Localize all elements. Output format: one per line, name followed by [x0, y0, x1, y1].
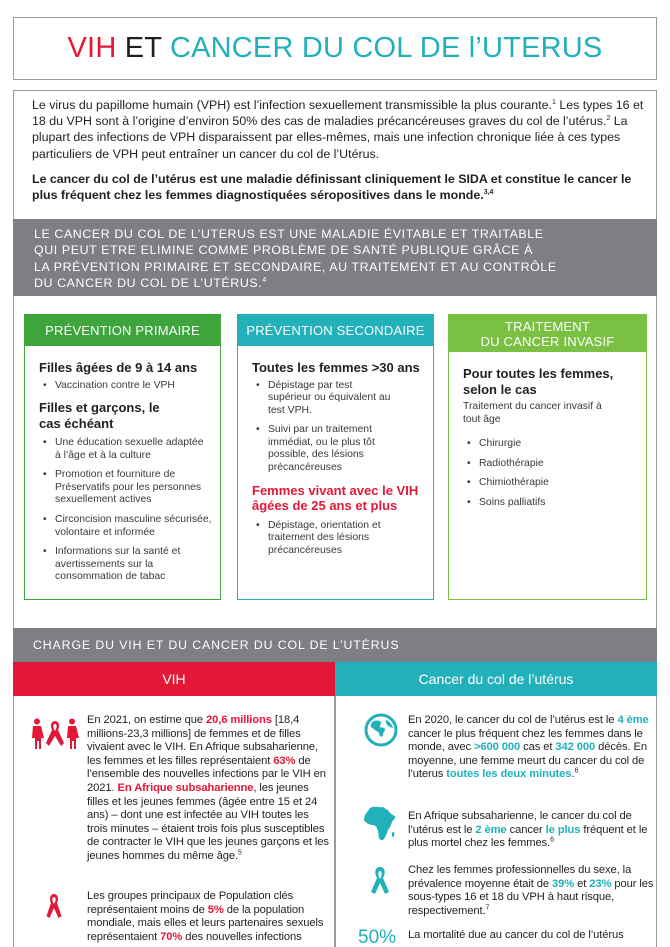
card-secondary-prevention [237, 314, 434, 600]
fact-text: En 2020, le cancer du col de l’utérus est le [408, 714, 618, 726]
footnote-ref: 5 [238, 849, 242, 857]
fact-text: et [574, 877, 590, 890]
list-item: • Chimiothérapie [463, 477, 638, 490]
group-title: Pour toutes les femmes, selon le cas [463, 366, 614, 397]
fact-text: cancer le plus fréquent chez les femmes dans le monde, avec [408, 727, 643, 754]
fact-highlight: 20,6 millions [205, 714, 272, 726]
women-ribbon-icon [30, 718, 80, 750]
intro-paragraph-2 [32, 171, 644, 203]
burden-banner: CHARGE DU VIH ET DU CANCER DU COL DE L’UTÉRUS [13, 628, 657, 662]
list-item: • Dépistage par test supérieur ou équivalent au test VPH. [252, 380, 391, 418]
fact-text: Les groupes principaux de Population clés représentaient moins de [87, 890, 294, 916]
footnote-ref: 6 [574, 767, 579, 775]
group-list [252, 380, 425, 475]
list-item: • Une éducation sexuelle adaptée à l’âge et à la culture [39, 437, 212, 462]
card-header: PRÉVENTION PRIMAIRE [25, 315, 220, 346]
title-and: ET [124, 32, 162, 64]
footnote-ref: 1 [551, 98, 556, 106]
fact-highlight: 63% [273, 754, 296, 767]
banner-line-text: DU CANCER DU COL DE L’UTÉRUS. [34, 276, 263, 291]
fact-text: cas et [520, 741, 556, 754]
fact-text: fréquent et le plus mortel chez les femmes. [408, 823, 648, 850]
card-header-line: DU CANCER INVASIF [480, 333, 615, 349]
fact-text: de la population mondiale, mais elles et leurs partenaires sexuels représentaient [87, 903, 324, 943]
intro-text: Le virus du papillome humain (VPH) est l’infection sexuellement transmissible la plus courante. [32, 98, 552, 112]
card-header: PRÉVENTION SECONDAIRE [238, 315, 433, 346]
list-item: • Chirurgie [463, 438, 638, 451]
list-item: • Informations sur la santé et avertissements sur la consommation de tabac [39, 546, 212, 584]
list-item: • Soins palliatifs [463, 497, 638, 510]
intro-text: Les types 16 et 18 du VPH sont à l’origine d’environ 50% des cas de maladies précancéreuses graves du col de l’utérus. [32, 98, 644, 129]
teal-ribbon-icon [370, 866, 390, 896]
list-item: • Circoncision masculine sécurisée, volontaire et informée [39, 514, 212, 539]
cervical-cancer-column-header: Cancer du col de l’utérus [335, 662, 657, 696]
fact-text: des nouvelles infections [182, 930, 302, 943]
intro-bold-text: Le cancer du col de l’utérus est une maladie définissant cliniquement le SIDA et constitue le cancer le plus fréquent chez les femmes diagnostiquées séropositives dans le monde. [32, 171, 632, 203]
fact-text: . [571, 768, 575, 781]
fact-highlight: toutes les deux minutes [446, 768, 572, 781]
group-title-red: Femmes vivant avec le VIH âgées de 25 ans et plus [252, 482, 419, 514]
cc-fact-1 [408, 714, 651, 782]
fact-highlight: 5% [207, 903, 224, 916]
fact-text: [18,4 millions-23,3 millions] de femmes et de filles vivaient avec le VIH. En Afrique subsaharienne, les femmes et les filles représentaient [87, 714, 318, 767]
card-primary-prevention [24, 314, 221, 600]
fact-text: décès. En moyenne, une femme meurt du cancer du col de l’uterus [408, 741, 648, 781]
footnote-ref: 7 [485, 904, 490, 912]
red-ribbon-icon [46, 893, 62, 919]
fact-highlight: >600 000 [473, 741, 521, 754]
intro-text: La plupart des infections de VPH disparaissent par elles-mêmes, mais une infection chronique liée à ces types particuliers de VPH peut entraîner un cancer du col de l’Utérus. [32, 114, 628, 161]
group-list [39, 437, 212, 584]
globe-icon [364, 713, 398, 747]
fact-text: En 2021, on estime que [87, 714, 206, 726]
cc-fact-3 [408, 864, 656, 918]
footnote-ref: 6 [550, 836, 554, 844]
group-list [39, 380, 212, 393]
fact-text: pour les sous-types 16 et 18 du VPH à haut risque, respectivement. [408, 877, 654, 917]
title-cervical-cancer: CANCER DU COL DE l’UTERUS [169, 32, 603, 64]
fact-highlight: 2 ème [475, 823, 507, 836]
group-title: Filles et garçons, le cas échéant [39, 400, 160, 431]
footnote-ref: 2 [606, 115, 611, 123]
card-subtitle: Traitement du cancer invasif à tout âge [463, 401, 602, 425]
footnote-ref: 3,4 [483, 188, 494, 196]
fact-highlight: En Afrique subsaharienne [117, 781, 254, 794]
fact-text: Chez les femmes professionnelles du sexe, la prévalence moyenne était de [408, 864, 632, 890]
card-invasive-treatment [448, 314, 647, 600]
column-divider [334, 696, 336, 947]
africa-icon [363, 806, 397, 842]
fact-text: , les jeunes filles et les jeunes femmes (âgée entre 15 et 24 ans) – dont une est infectée au VIH toutes les trois minutes – étaient trois fois plus susceptibles de contracter le VIH que les jeunes garçons et les jeunes hommes du même âge. [87, 781, 329, 862]
banner-line [34, 275, 657, 291]
intro-paragraph-1 [32, 97, 644, 162]
intro-section [32, 97, 644, 212]
list-item: • Dépistage, orientation et traitement des lésions précancéreuses [252, 520, 407, 558]
fact-text: cancer [506, 823, 546, 836]
banner-line: LA PRÉVENTION PRIMAIRE ET SECONDAIRE, AU TRAITEMENT ET AU CONTRÔLE [34, 259, 557, 274]
fact-text: de l’ensemble des nouvelles infections par le VIH en 2021. [87, 754, 326, 794]
cc-fact-4: La mortalité due au cancer du col de l’utérus [408, 929, 624, 941]
fact-highlight: 4 ème [617, 714, 649, 726]
fact-text: En Afrique subsaharienne, le cancer du col de l’utérus est le [408, 810, 632, 836]
list-item: • Suivi par un traitement immédiat, ou le plus tôt possible, des lésions précancéreuses [252, 424, 391, 474]
list-item: • Vaccination contre le VPH [39, 380, 212, 393]
hiv-column-header: VIH [13, 662, 335, 696]
card-header [449, 315, 646, 352]
banner-line: LE CANCER DU COL DE L’UTERUS EST UNE MALADIE ÉVITABLE ET TRAITABLE [34, 227, 544, 241]
hiv-fact-2 [87, 890, 332, 944]
list-item: • Promotion et fourniture de Préservatifs pour les personnes sexuellement actives [39, 469, 212, 507]
prevention-banner [13, 219, 657, 296]
title-hiv: VIH [67, 32, 117, 64]
treatment-list [463, 438, 638, 509]
fact-highlight: 342 000 [555, 741, 596, 754]
group-list [252, 520, 425, 558]
fact-highlight: 70% [160, 930, 183, 943]
group-title: Toutes les femmes >30 ans [252, 360, 420, 375]
page-title [68, 32, 603, 65]
group-title: Filles âgées de 9 à 14 ans [39, 360, 198, 375]
card-header-line: TRAITEMENT [504, 318, 591, 334]
fact-highlight: 39% [551, 877, 575, 890]
list-item: • Radiothérapie [463, 458, 638, 471]
fact-highlight: le plus [545, 823, 581, 836]
title-box [13, 17, 657, 80]
banner-line: QUI PEUT ETRE ELIMINE COMME PROBLÈME DE SANTÉ PUBLIQUE GRÂCE À [34, 243, 533, 258]
fact-highlight: 23% [589, 877, 612, 890]
hiv-fact-1 [87, 714, 330, 864]
mortality-stat: 50% [358, 927, 397, 947]
footnote-ref: 4 [262, 277, 267, 285]
cc-fact-2 [408, 810, 653, 851]
